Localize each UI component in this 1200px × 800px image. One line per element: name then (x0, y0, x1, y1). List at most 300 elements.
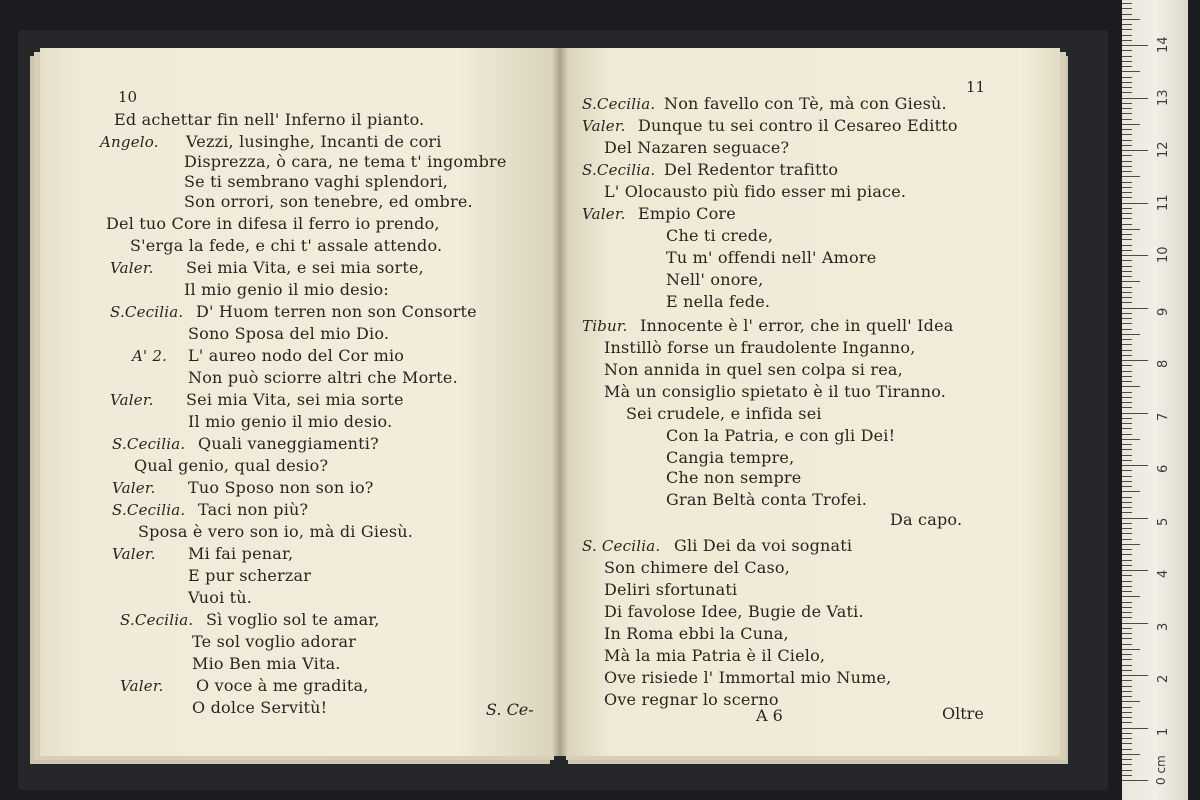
ruler-tick (1122, 623, 1148, 624)
text-line (666, 468, 801, 488)
speaker-name: Valer. (110, 391, 154, 409)
ruler-tick (1122, 276, 1132, 277)
ruler-tick (1122, 649, 1140, 650)
verse-text: Che non sempre (666, 468, 802, 487)
ruler-tick (1122, 292, 1132, 293)
ruler-tick (1122, 145, 1132, 146)
verse-text: Sei mia Vita, e sei mia sorte, (186, 258, 424, 277)
ruler-tick (1122, 24, 1132, 25)
text-line (582, 94, 947, 114)
verse-text: Sì voglio sol te amar, (206, 610, 380, 629)
ruler-tick (1122, 523, 1132, 524)
ruler-tick (1122, 602, 1132, 603)
ruler-tick (1122, 696, 1132, 697)
verse-text: Deliri sfortunati (604, 580, 738, 599)
text-line (188, 412, 392, 432)
ruler-tick (1122, 371, 1132, 372)
verse-text: Qual genio, qual desio? (134, 456, 329, 475)
text-line (138, 522, 413, 542)
ruler-tick (1122, 281, 1140, 282)
text-line (192, 632, 356, 652)
text-line (604, 646, 825, 666)
verse-text: Cangia tempre, (666, 448, 795, 467)
ruler-number: 14 (1156, 36, 1171, 53)
text-line (134, 456, 328, 476)
ruler-tick (1122, 176, 1140, 177)
text-line (604, 382, 946, 402)
verse-text: Te sol voglio adorar (192, 632, 357, 651)
ruler-tick (1122, 56, 1132, 57)
ruler-tick (1122, 35, 1132, 36)
text-line (604, 182, 906, 202)
verse-text: Da capo. (890, 510, 963, 529)
text-line (582, 116, 958, 136)
ruler-tick (1122, 644, 1132, 645)
speaker-name: Tibur. (582, 317, 628, 335)
verse-text: Tuo Sposo non son io? (188, 478, 374, 497)
ruler-tick (1122, 701, 1140, 702)
text-line (582, 160, 838, 180)
measurement-ruler (1122, 0, 1188, 800)
speaker-name: Valer. (112, 479, 156, 497)
ruler-tick (1122, 418, 1132, 419)
ruler-tick (1122, 318, 1132, 319)
ruler-tick (1122, 386, 1140, 387)
ruler-tick (1122, 512, 1132, 513)
ruler-tick (1122, 329, 1132, 330)
ruler-tick (1122, 439, 1140, 440)
text-line (604, 138, 789, 158)
ruler-tick (1122, 449, 1132, 450)
ruler-tick (1122, 3, 1132, 4)
ruler-tick (1122, 66, 1132, 67)
text-line (106, 214, 440, 234)
text-line (192, 654, 341, 674)
ruler-tick (1122, 350, 1132, 351)
ruler-tick (1122, 8, 1132, 9)
ruler-number: 5 (1156, 517, 1171, 526)
text-line (184, 152, 507, 172)
ruler-tick (1122, 197, 1132, 198)
ruler-tick (1122, 617, 1132, 618)
ruler-tick (1122, 255, 1148, 256)
ruler-tick (1122, 365, 1132, 366)
ruler-tick (1122, 45, 1148, 46)
ruler-tick (1122, 19, 1140, 20)
ruler-tick (1122, 140, 1132, 141)
ruler-tick (1122, 334, 1140, 335)
speaker-name: Valer. (110, 259, 154, 277)
ruler-number (1156, 0, 1171, 1)
verse-text: Mio Ben mia Vita. (192, 654, 341, 673)
verse-text: Mà un consiglio spietato è il tuo Tiranno. (604, 382, 947, 401)
verse-text: Gran Beltà conta Trofei. (666, 490, 868, 509)
ruler-tick (1122, 533, 1132, 534)
ruler-tick (1122, 239, 1132, 240)
ruler-tick (1122, 518, 1148, 519)
ruler-tick (1122, 770, 1132, 771)
text-line (110, 258, 424, 278)
ruler-tick (1122, 203, 1148, 204)
speaker-name: S.Cecilia. (112, 501, 186, 519)
ruler-tick (1122, 733, 1132, 734)
text-line (188, 566, 311, 586)
ruler-tick (1122, 434, 1132, 435)
speaker-name: S.Cecilia. (582, 161, 656, 179)
ruler-tick (1122, 738, 1132, 739)
text-line (112, 434, 379, 454)
verse-text: Del Nazaren seguace? (604, 138, 790, 157)
ruler-tick (1122, 460, 1132, 461)
verse-text: Il mio genio il mio desio: (184, 280, 389, 299)
verse-text: Ove risiede l' Immortal mio Nume, (604, 668, 892, 687)
text-line (604, 668, 891, 688)
ruler-tick (1122, 155, 1132, 156)
ruler-tick (1122, 476, 1132, 477)
text-line (582, 204, 736, 224)
ruler-number: 9 (1156, 307, 1171, 316)
ruler-tick (1122, 575, 1132, 576)
verse-text: In Roma ebbi la Cuna, (604, 624, 789, 643)
verse-text: Se ti sembrano vaghi splendori, (184, 172, 449, 191)
text-line (184, 172, 448, 192)
ruler-tick (1122, 659, 1132, 660)
verse-text: Non annida in quel sen colpa si rea, (604, 360, 903, 379)
text-line (120, 676, 369, 696)
page-number: 11 (966, 78, 986, 96)
text-line (604, 624, 789, 644)
verse-text: Empio Core (638, 204, 736, 223)
text-line (604, 360, 903, 380)
verse-text: L' Olocausto più fido esser mi piace. (604, 182, 907, 201)
text-line (110, 302, 477, 322)
ruler-tick (1122, 50, 1132, 51)
ruler-tick (1122, 313, 1132, 314)
ruler-tick (1122, 77, 1132, 78)
ruler-tick (1122, 628, 1132, 629)
ruler-tick (1122, 596, 1140, 597)
page-number: 10 (118, 88, 138, 106)
text-line (604, 690, 779, 710)
verse-text: Sono Sposa del mio Dio. (188, 324, 390, 343)
ruler-tick (1122, 607, 1132, 608)
ruler-unit-label: 0 cm (1154, 755, 1168, 785)
verse-text: Di favolose Idee, Bugie de Vati. (604, 602, 864, 621)
ruler-tick (1122, 554, 1132, 555)
ruler-number: 6 (1156, 464, 1171, 473)
verse-text: E nella fede. (666, 292, 771, 311)
ruler-tick (1122, 754, 1140, 755)
verse-text: Del tuo Core in difesa il ferro io prendo, (106, 214, 440, 233)
ruler-tick (1122, 124, 1140, 125)
ruler-tick (1122, 376, 1132, 377)
verse-text: Ed achettar fin nell' Inferno il pianto. (114, 110, 425, 129)
ruler-tick (1122, 402, 1132, 403)
ruler-tick (1122, 87, 1132, 88)
text-line (666, 248, 876, 268)
ruler-tick (1122, 381, 1132, 382)
verse-text: Disprezza, ò cara, ne tema t' ingombre (184, 152, 507, 171)
verse-text: Quali vaneggiamenti? (198, 434, 379, 453)
ruler-tick (1122, 108, 1132, 109)
ruler-tick (1122, 323, 1132, 324)
text-line (604, 338, 916, 358)
verse-text: Sei mia Vita, sei mia sorte (186, 390, 404, 409)
text-line (114, 110, 424, 130)
text-line (626, 404, 822, 424)
text-line (666, 270, 763, 290)
ruler-tick (1122, 339, 1132, 340)
ruler-tick (1122, 528, 1132, 529)
text-line (184, 280, 389, 300)
text-line (120, 610, 380, 630)
ruler-tick (1122, 392, 1132, 393)
verse-text: Non può sciorre altri che Morte. (188, 368, 458, 387)
speaker-name: Valer. (112, 545, 156, 563)
verse-text: E pur scherzar (188, 566, 312, 585)
ruler-number: 11 (1156, 193, 1171, 211)
ruler-tick (1122, 486, 1132, 487)
ruler-tick (1122, 612, 1132, 613)
speaker-name: S.Cecilia. (110, 303, 184, 321)
ruler-tick (1122, 82, 1132, 83)
ruler-tick (1122, 166, 1132, 167)
ruler-tick (1122, 549, 1132, 550)
ruler-tick (1122, 670, 1132, 671)
ruler-tick (1122, 675, 1148, 676)
verse-text: Tu m' offendi nell' Amore (666, 248, 877, 267)
text-line (604, 602, 864, 622)
ruler-tick (1122, 71, 1140, 72)
ruler-tick (1122, 507, 1132, 508)
verse-text: Ove regnar lo scerno (604, 690, 779, 709)
text-line (130, 236, 442, 256)
ruler-tick (1122, 565, 1132, 566)
ruler-tick (1122, 654, 1132, 655)
ruler-number: 2 (1156, 674, 1171, 683)
verse-text: Sei crudele, e infida sei (626, 404, 822, 423)
text-line (112, 544, 293, 564)
ruler-tick (1122, 680, 1132, 681)
speaker-name: Angelo. (100, 133, 159, 151)
speaker-name: S.Cecilia. (112, 435, 186, 453)
ruler-tick (1122, 61, 1132, 62)
ruler-tick (1122, 98, 1148, 99)
ruler-tick (1122, 722, 1132, 723)
ruler-tick (1122, 465, 1148, 466)
ruler-tick (1122, 743, 1132, 744)
ruler-tick (1122, 491, 1140, 492)
verse-text: D' Huom terren non son Consorte (196, 302, 477, 321)
ruler-tick (1122, 502, 1132, 503)
verse-text: O dolce Servitù! (192, 698, 328, 717)
verse-text: Che ti crede, (666, 226, 774, 245)
text-line (582, 536, 852, 556)
ruler-tick (1122, 287, 1132, 288)
text-line (188, 588, 252, 608)
ruler-tick (1122, 344, 1132, 345)
ruler-tick (1122, 397, 1132, 398)
text-line (666, 226, 773, 246)
ruler-tick (1122, 638, 1132, 639)
ruler-tick (1122, 686, 1132, 687)
ruler-tick (1122, 570, 1148, 571)
ruler-tick (1122, 218, 1132, 219)
ruler-tick (1122, 213, 1132, 214)
ruler-tick (1122, 749, 1132, 750)
verse-text: Del Redentor trafitto (664, 160, 839, 179)
ruler-number: 7 (1156, 412, 1171, 421)
speaker-name: Valer. (582, 205, 626, 223)
verse-text: Innocente è l' error, che in quell' Idea (640, 316, 954, 335)
ruler-tick (1122, 407, 1132, 408)
ruler-tick (1122, 308, 1148, 309)
ruler-tick (1122, 92, 1132, 93)
text-line (100, 132, 442, 152)
text-line (666, 448, 794, 468)
catchword: S. Ce- (486, 700, 534, 719)
ruler-tick (1122, 29, 1132, 30)
ruler-tick (1122, 581, 1132, 582)
verse-text: O voce à me gradita, (196, 676, 369, 695)
ruler-tick (1122, 539, 1132, 540)
ruler-tick (1122, 591, 1132, 592)
text-line (604, 558, 790, 578)
ruler-number: 12 (1156, 141, 1171, 158)
verse-text: Con la Patria, e con gli Dei! (666, 426, 896, 445)
speaker-name: Valer. (582, 117, 626, 135)
verse-text: L' aureo nodo del Cor mio (188, 346, 405, 365)
verse-text: Vuoi tù. (188, 588, 253, 607)
ruler-tick (1122, 224, 1132, 225)
book-gutter (552, 48, 568, 756)
ruler-tick (1122, 759, 1132, 760)
ruler-tick (1122, 192, 1132, 193)
ruler-tick (1122, 250, 1132, 251)
text-line (110, 390, 404, 410)
ruler-tick (1122, 260, 1132, 261)
signature-mark: A 6 (756, 706, 783, 725)
speaker-name: S.Cecilia. (582, 95, 656, 113)
text-line (890, 510, 962, 530)
text-line (582, 316, 954, 336)
verse-text: Son orrori, son tenebre, ed ombre. (184, 192, 473, 211)
verse-text: Vezzi, lusinghe, Incanti de cori (186, 132, 442, 151)
ruler-tick (1122, 266, 1132, 267)
text-line (132, 346, 404, 366)
catchword: Oltre (942, 704, 984, 723)
ruler-tick (1122, 717, 1132, 718)
text-line (666, 292, 770, 312)
verse-text: Sposa è vero son io, mà di Giesù. (138, 522, 414, 541)
ruler-tick (1122, 707, 1132, 708)
ruler-tick (1122, 161, 1132, 162)
ruler-tick (1122, 234, 1132, 235)
verse-text: S'erga la fede, e chi t' assale attendo. (130, 236, 443, 255)
verse-text: Mi fai penar, (188, 544, 294, 563)
ruler-tick (1122, 208, 1132, 209)
speaker-name: A' 2. (132, 347, 168, 365)
ruler-tick (1122, 780, 1148, 781)
ruler-tick (1122, 586, 1132, 587)
text-line (112, 500, 308, 520)
ruler-tick (1122, 665, 1132, 666)
ruler-tick (1122, 103, 1132, 104)
ruler-tick (1122, 360, 1148, 361)
ruler-tick (1122, 113, 1132, 114)
speaker-name: S. Cecilia. (582, 537, 661, 555)
text-line (666, 426, 895, 446)
ruler-tick (1122, 129, 1132, 130)
verse-text: Taci non più? (198, 500, 309, 519)
ruler-number: 1 (1156, 727, 1171, 736)
ruler-tick (1122, 728, 1148, 729)
ruler-tick (1122, 633, 1132, 634)
verse-text: Dunque tu sei contro il Cesareo Editto (638, 116, 958, 135)
ruler-tick (1122, 187, 1132, 188)
ruler-tick (1122, 712, 1132, 713)
ruler-tick (1122, 40, 1132, 41)
ruler-tick (1122, 691, 1132, 692)
verse-text: Non favello con Tè, mà con Giesù. (664, 94, 947, 113)
text-line (188, 368, 458, 388)
text-line (112, 478, 374, 498)
verse-text: Mà la mia Patria è il Cielo, (604, 646, 826, 665)
text-line (604, 580, 737, 600)
text-line (188, 324, 389, 344)
ruler-tick (1122, 119, 1132, 120)
ruler-tick (1122, 271, 1132, 272)
ruler-tick (1122, 775, 1132, 776)
ruler-tick (1122, 355, 1132, 356)
ruler-tick (1122, 560, 1132, 561)
ruler-tick (1122, 764, 1132, 765)
ruler-number: 8 (1156, 359, 1171, 368)
right-page (560, 48, 1060, 756)
ruler-tick (1122, 150, 1148, 151)
ruler-tick (1122, 444, 1132, 445)
ruler-tick (1122, 171, 1132, 172)
ruler-tick (1122, 497, 1132, 498)
ruler-tick (1122, 14, 1132, 15)
text-line (666, 490, 867, 510)
ruler-tick (1122, 229, 1140, 230)
text-line (184, 192, 473, 212)
ruler-tick (1122, 245, 1132, 246)
ruler-number: 13 (1156, 88, 1171, 106)
ruler-tick (1122, 302, 1132, 303)
verse-text: Gli Dei da voi sognati (674, 536, 853, 555)
ruler-tick (1122, 481, 1132, 482)
ruler-tick (1122, 413, 1148, 414)
speaker-name: S.Cecilia. (120, 611, 194, 629)
left-page (40, 48, 560, 756)
ruler-tick (1122, 134, 1132, 135)
ruler-tick (1122, 423, 1132, 424)
ruler-tick (1122, 182, 1132, 183)
ruler-tick (1122, 455, 1132, 456)
verse-text: Nell' onore, (666, 270, 764, 289)
ruler-tick (1122, 470, 1132, 471)
verse-text: Instillò forse un fraudolente Inganno, (604, 338, 916, 357)
ruler-number: 10 (1156, 246, 1171, 263)
ruler-tick (1122, 428, 1132, 429)
text-line (192, 698, 327, 718)
ruler-number: 4 (1156, 569, 1171, 578)
ruler-tick (1122, 544, 1140, 545)
speaker-name: Valer. (120, 677, 164, 695)
verse-text: Son chimere del Caso, (604, 558, 791, 577)
